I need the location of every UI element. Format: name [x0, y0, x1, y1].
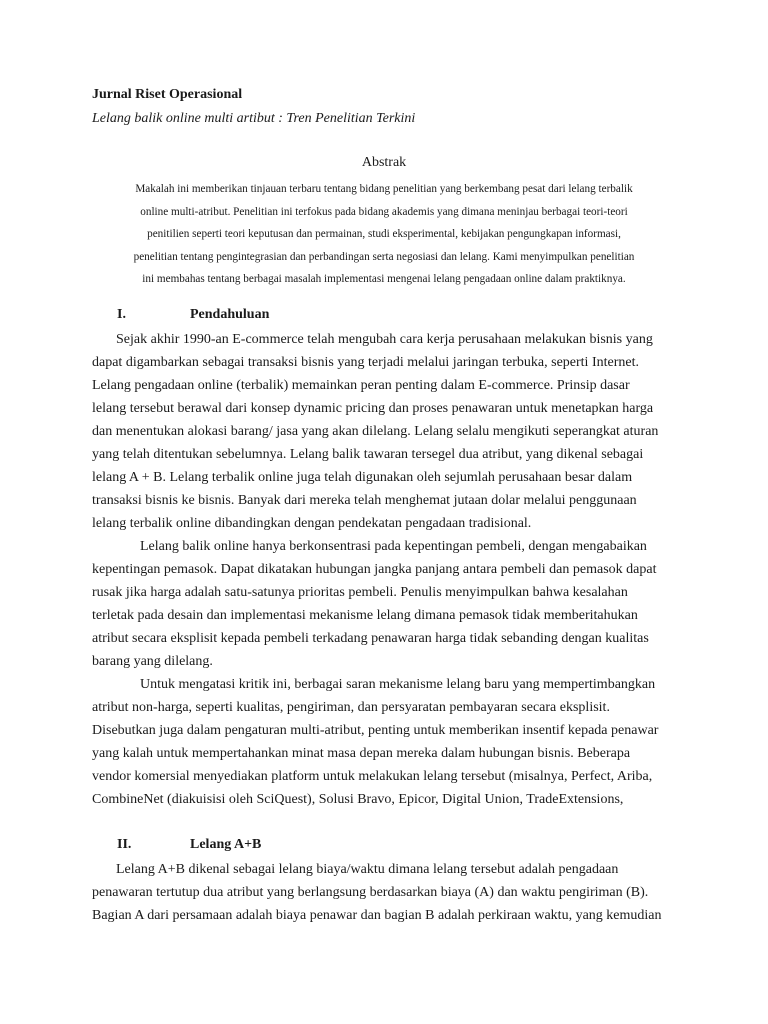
section-number: II.: [117, 837, 132, 852]
section-heading-pendahuluan: [117, 306, 269, 324]
text-line: Lelang A+B dikenal sebagai lelang biaya/waktu dimana lelang tersebut adalah pengadaan: [116, 862, 619, 877]
text-line: atribut secara eksplisit kepada pembeli terkadang penawaran harga tidak sebanding dengan kualitas: [92, 631, 649, 646]
text-line: lelang A + B. Lelang terbalik online juga telah digunakan oleh sejumlah perusahaan besar dalam: [92, 470, 633, 485]
journal-title: Jurnal Riset Operasional: [92, 87, 243, 102]
text-line: Lelang pengadaan online (terbalik) memainkan peran penting dalam E-commerce. Prinsip dasar: [92, 378, 630, 393]
text-line: lelang terbalik online dibandingkan dengan pendekatan pengadaan tradisional.: [92, 516, 532, 531]
text-line: penawaran tertutup dua atribut yang berlangsung berdasarkan biaya (A) dan waktu pengiriman (B).: [92, 885, 649, 900]
section-heading-lelang-ab: [117, 836, 261, 854]
text-line: CombineNet (diakuisisi oleh SciQuest), Solusi Bravo, Epicor, Digital Union, TradeExtensions,: [92, 792, 624, 807]
text-line: yang telah ditentukan sebelumnya. Lelang balik tawaran tersegel dua atribut, yang dikenal sebagai: [92, 447, 644, 462]
text-line: Untuk mengatasi kritik ini, berbagai saran mekanisme lelang baru yang mempertimbangkan: [140, 677, 656, 692]
text-line: lelang tersebut berawal dari konsep dynamic pricing dan proses penawaran untuk menetapkan harga: [92, 401, 654, 416]
text-line: dapat digambarkan sebagai transaksi bisnis yang terjadi melalui jaringan terbuka, seperti Internet.: [92, 355, 639, 370]
paper-title: Lelang balik online multi artibut : Tren Penelitian Terkini: [92, 111, 416, 126]
text-line: Lelang balik online hanya berkonsentrasi pada kepentingan pembeli, dengan mengabaikan: [140, 539, 647, 554]
abstract-body: [92, 178, 676, 291]
text-line: dan menentukan alokasi barang/ jasa yang akan dilelang. Lelang selalu mengikuti seperangkat aturan: [92, 424, 659, 439]
abstract-line: online multi-atribut. Penelitian ini terfokus pada bidang akademis yang dimana meninjau berbagai teori-teori: [140, 205, 628, 218]
text-line: kepentingan pemasok. Dapat dikatakan hubungan jangka panjang antara pembeli dan pemasok dapat: [92, 562, 657, 577]
text-line: Bagian A dari persamaan adalah biaya penawar dan bagian B adalah perkiraan waktu, yang kemudian: [92, 908, 662, 923]
section-title: Lelang A+B: [190, 837, 262, 852]
abstract-line: penitilien seperti teori keputusan dan permainan, studi eksperimental, kebijakan pengungkapan informasi,: [147, 228, 621, 240]
abstract-heading: Abstrak: [361, 155, 407, 170]
text-line: Sejak akhir 1990-an E-commerce telah mengubah cara kerja perusahaan melakukan bisnis yang: [116, 332, 653, 347]
paragraph-intro-1: [92, 328, 692, 811]
text-line: atribut non-harga, seperti kualitas, pengiriman, dan persyaratan pembayaran secara eksplisit.: [92, 700, 610, 715]
section-number: I.: [117, 307, 126, 322]
text-line: terletak pada desain dan implementasi mekanisme lelang dimana pemasok tidak memberitahukan: [92, 608, 638, 623]
text-line: Disebutkan juga dalam pengaturan multi-atribut, penting untuk memberikan insentif kepada penawar: [92, 723, 659, 738]
text-line: barang yang dilelang.: [92, 654, 213, 669]
text-line: vendor komersial menyediakan platform untuk melakukan lelang tersebut (misalnya, Perfect, Ariba,: [92, 769, 653, 784]
abstract-line: Makalah ini memberikan tinjauan terbaru tentang bidang penelitian yang berkembang pesat dari lelang terbalik: [135, 183, 633, 195]
paragraph-lelang-ab: [92, 858, 692, 927]
abstract-line: ini membahas tentang berbagai masalah implementasi mengenai lelang pengadaan online dalam praktiknya.: [142, 273, 626, 285]
text-line: rusak jika harga adalah satu-satunya prioritas pembeli. Penulis menyimpulkan bahwa kesalahan: [92, 585, 628, 600]
text-line: transaksi bisnis ke bisnis. Banyak dari mereka telah menghemat jutaan dolar melalui penggunaan: [92, 493, 637, 508]
abstract-line: penelitian tentang pengintegrasian dan perbandingan serta negosiasi dan lelang. Kami menyimpulkan penelitian: [133, 250, 635, 263]
section-title: Pendahuluan: [190, 307, 270, 322]
text-line: yang kalah untuk mempertahankan minat masa depan mereka dalam hubungan bisnis. Beberapa: [92, 746, 631, 761]
